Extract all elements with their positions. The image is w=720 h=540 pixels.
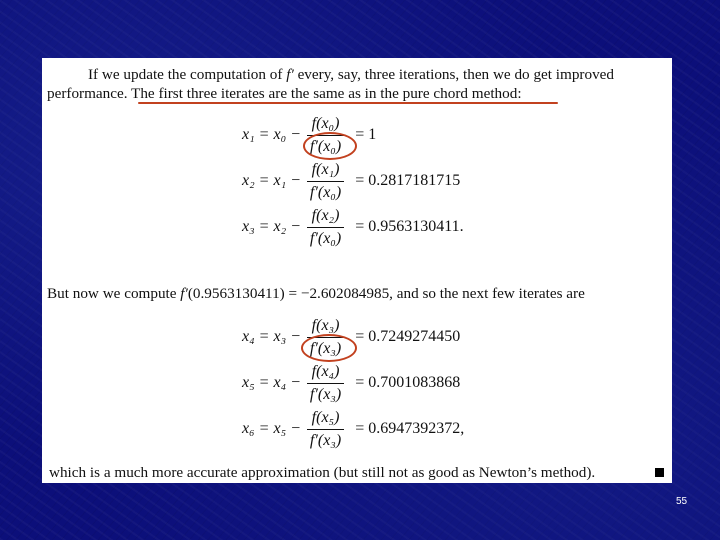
fraction bbox=[307, 162, 344, 201]
fraction-denominator: f′(x₃) bbox=[307, 337, 344, 357]
intro-line-2: performance. The first three iterates are the same as in the pure chord method: bbox=[47, 85, 522, 102]
fraction-numerator: f(x₄) bbox=[311, 362, 340, 380]
equation-result: = 0.2817181715 bbox=[355, 172, 461, 189]
equation-lhs: x₂ = x₁ − bbox=[242, 172, 301, 189]
middle-line bbox=[47, 286, 585, 301]
equation-x3 bbox=[242, 204, 469, 250]
equation-lhs: x₅ = x₄ − bbox=[242, 374, 301, 391]
red-underline-annotation bbox=[138, 102, 558, 104]
fraction-numerator: f(x₀) bbox=[311, 114, 340, 132]
intro-line-1-end: every, say, three iterations, then we do get improved bbox=[293, 66, 614, 83]
intro-fprime-symbol: f′ bbox=[286, 66, 294, 83]
equation-lhs: x₁ = x₀ − bbox=[242, 126, 301, 143]
closing-line: which is a much more accurate approximation (but still not as good as Newton’s method). bbox=[49, 464, 596, 481]
intro-line-1 bbox=[88, 67, 614, 82]
equation-lhs: x₃ = x₂ − bbox=[242, 218, 301, 235]
end-of-proof-square bbox=[655, 468, 664, 477]
slide-page-number: 55 bbox=[676, 496, 688, 507]
fraction-denominator: f′(x₀) bbox=[307, 181, 344, 201]
fraction-numerator: f(x₂) bbox=[311, 206, 340, 224]
equation-x5 bbox=[242, 360, 465, 406]
equation-lhs: x₄ = x₃ − bbox=[242, 328, 301, 345]
fraction bbox=[307, 410, 344, 449]
fraction-numerator: f(x₅) bbox=[311, 408, 340, 426]
middle-line-start: But now we compute bbox=[47, 285, 181, 302]
fraction-denominator: f′(x₀) bbox=[307, 227, 344, 247]
fraction bbox=[307, 364, 344, 403]
fraction-numerator: f(x₃) bbox=[311, 316, 340, 334]
equation-result: = 0.6947392372, bbox=[355, 420, 465, 437]
equation-x2 bbox=[242, 158, 465, 204]
fraction-denominator: f′(x₃) bbox=[307, 429, 344, 449]
red-circle-annotation-x0 bbox=[303, 132, 357, 160]
middle-line-end: (0.9563130411) = −2.602084985, and so the next few iterates are bbox=[187, 285, 585, 302]
fraction-denominator: f′(x₃) bbox=[307, 383, 344, 403]
equation-result: = 0.7249274450 bbox=[355, 328, 461, 345]
intro-line-1-start: If we update the computation of bbox=[88, 66, 287, 83]
equation-result: = 0.9563130411. bbox=[355, 218, 464, 235]
red-circle-annotation-x3 bbox=[301, 334, 357, 362]
equation-result: = 0.7001083868 bbox=[355, 374, 461, 391]
equation-x6 bbox=[242, 406, 469, 452]
middle-fprime-symbol: f′ bbox=[180, 285, 188, 302]
fraction bbox=[307, 208, 344, 247]
fraction-numerator: f(x₁) bbox=[311, 160, 340, 178]
fraction-denominator: f′(x₀) bbox=[307, 135, 344, 155]
equation-result: = 1 bbox=[355, 126, 377, 143]
document-page bbox=[42, 58, 672, 483]
equation-lhs: x₆ = x₅ − bbox=[242, 420, 301, 437]
